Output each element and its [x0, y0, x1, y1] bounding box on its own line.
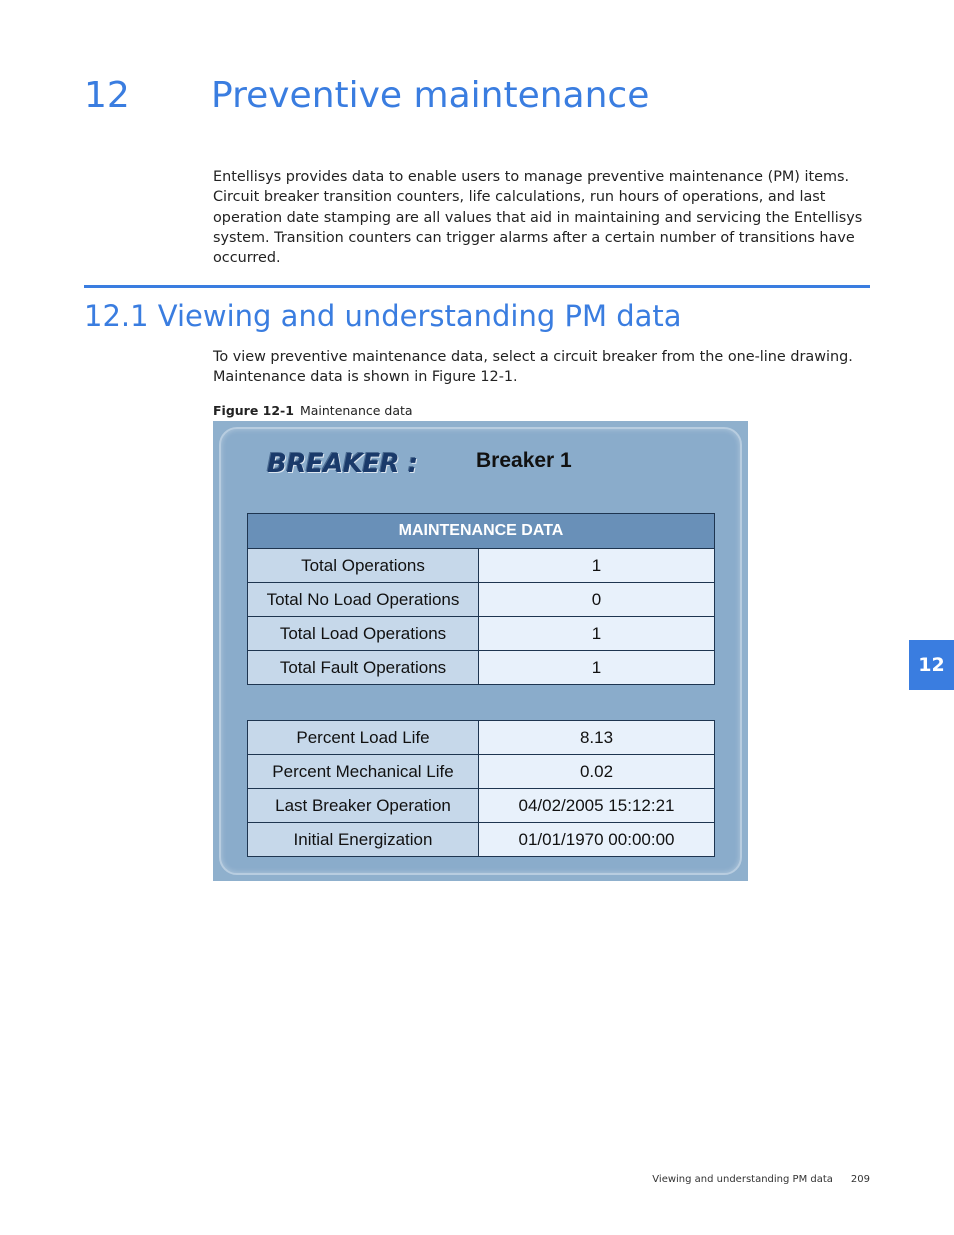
footer-section: Viewing and understanding PM data: [652, 1174, 833, 1185]
row-value: 1: [479, 617, 715, 651]
row-label: Percent Load Life: [248, 721, 479, 755]
chapter-title: Preventive maintenance: [211, 75, 650, 116]
row-value: 8.13: [479, 721, 715, 755]
chapter-number: 12: [84, 75, 130, 116]
table-header-row: [248, 514, 715, 549]
row-label: Total Fault Operations: [248, 651, 479, 685]
table-row: [248, 617, 715, 651]
row-label: Percent Mechanical Life: [248, 755, 479, 789]
row-value: 04/02/2005 15:12:21: [479, 789, 715, 823]
chapter-side-tab: 12: [909, 640, 954, 690]
section-title: 12.1 Viewing and understanding PM data: [84, 299, 682, 333]
maintenance-figure: [213, 421, 748, 881]
row-label: Total Operations: [248, 549, 479, 583]
table-row: [248, 651, 715, 685]
section-paragraph: To view preventive maintenance data, select a circuit breaker from the one-line drawing. Maintenance data is shown in Figure 12-1.: [213, 349, 853, 386]
figure-label: Figure 12-1: [213, 403, 294, 418]
row-label: Total No Load Operations: [248, 583, 479, 617]
table-row: [248, 755, 715, 789]
table-row: [248, 583, 715, 617]
figure-caption-text: Maintenance data: [299, 403, 413, 418]
maintenance-data-header: MAINTENANCE DATA: [248, 514, 715, 549]
table-row: [248, 789, 715, 823]
table-row: [248, 823, 715, 857]
row-value: 1: [479, 549, 715, 583]
maintenance-data-table: [247, 513, 715, 685]
row-label: Initial Energization: [248, 823, 479, 857]
page-footer: [652, 1174, 870, 1185]
breaker-heading: BREAKER :: [267, 449, 418, 479]
row-label: Last Breaker Operation: [248, 789, 479, 823]
breaker-name: Breaker 1: [476, 449, 572, 472]
life-data-table: [247, 720, 715, 857]
row-value: 0.02: [479, 755, 715, 789]
figure-caption: [213, 403, 413, 419]
row-value: 01/01/1970 00:00:00: [479, 823, 715, 857]
page-number: 209: [850, 1174, 870, 1185]
row-label: Total Load Operations: [248, 617, 479, 651]
section-divider: [84, 285, 870, 288]
maintenance-panel: [219, 427, 742, 875]
intro-paragraph: Entellisys provides data to enable users to manage preventive maintenance (PM) items. Circuit breaker transition counters, life calculations, run hours of operations, and last operation date stamping are all values that aid in maintaining and servicing the Entellisys system. Transition counters can trigger alarms after a certain number of transitions have occurred.: [213, 169, 863, 267]
table-row: [248, 721, 715, 755]
row-value: 0: [479, 583, 715, 617]
table-row: [248, 549, 715, 583]
row-value: 1: [479, 651, 715, 685]
